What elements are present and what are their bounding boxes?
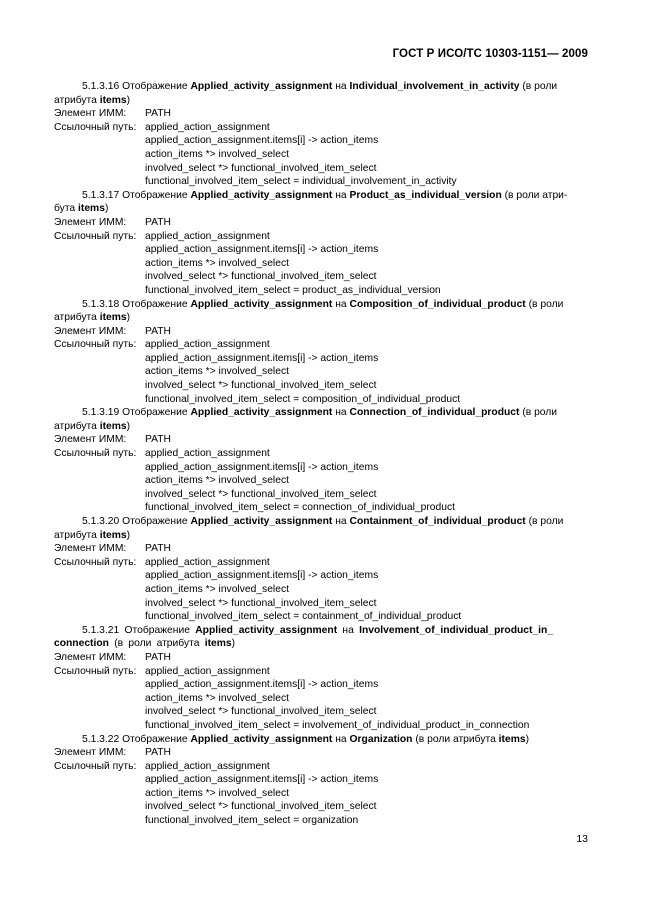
path-line: applied_action_assignment.items[i] -> action_items [145, 461, 379, 473]
section-5-1-3-21 [54, 624, 589, 733]
path-row: Ссылочный путь: applied_action_assignment [54, 665, 270, 677]
path-line: functional_involved_item_select = product_as_individual_version [145, 284, 441, 296]
path-line: applied_action_assignment.items[i] -> action_items [145, 774, 379, 786]
path-line: applied_action_assignment.items[i] -> action_items [145, 244, 379, 256]
section-5-1-3-19 [54, 406, 589, 515]
section-heading: 5.1.3.16 Отображение Applied_activity_assignment на Individual_involvement_in_activity (в роли атрибута items) [54, 81, 558, 106]
path-line: involved_select *> functional_involved_item_select [145, 801, 377, 813]
path-row: Ссылочный путь: applied_action_assignment [54, 339, 270, 351]
path-line: applied_action_assignment.items[i] -> action_items [145, 570, 379, 582]
path-line: functional_involved_item_select = composition_of_individual_product [145, 393, 461, 405]
document-header: ГОСТ Р ИСО/ТС 10303-1151— 2009 [392, 48, 588, 60]
path-line: action_items *> involved_select [145, 366, 289, 378]
section-heading: 5.1.3.22 Отображение Applied_activity_assignment на Organization (в роли атрибута items) [82, 733, 530, 745]
path-line: applied_action_assignment.items[i] -> action_items [145, 679, 379, 691]
section-5-1-3-22 [54, 733, 589, 828]
path-line: action_items *> involved_select [145, 787, 289, 799]
path-line: action_items *> involved_select [145, 257, 289, 269]
path-line: involved_select *> functional_involved_item_select [145, 706, 377, 718]
section-5-1-3-16 [54, 80, 589, 189]
path-line: involved_select *> functional_involved_item_select [145, 488, 377, 500]
path-row: Ссылочный путь: applied_action_assignment [54, 121, 270, 133]
path-row: Ссылочный путь: applied_action_assignment [54, 230, 270, 242]
path-line: applied_action_assignment.items[i] -> action_items [145, 135, 379, 147]
path-line: involved_select *> functional_involved_item_select [145, 597, 377, 609]
element-row: Элемент ИММ: PATH [54, 325, 171, 337]
path-row: Ссылочный путь: applied_action_assignment [54, 760, 270, 772]
element-row: Элемент ИММ: PATH [54, 747, 171, 759]
section-5-1-3-18 [54, 298, 589, 407]
section-heading: 5.1.3.21 Отображение Applied_activity_assignment на Involvement_of_individual_product_in_ connection (в роли атрибута items) [54, 624, 554, 650]
path-line: applied_action_assignment.items[i] -> action_items [145, 352, 379, 364]
path-line: functional_involved_item_select = connection_of_individual_product [145, 502, 455, 514]
element-row: Элемент ИММ: PATH [54, 651, 171, 663]
element-row: Элемент ИММ: PATH [54, 108, 171, 120]
path-line: involved_select *> functional_involved_item_select [145, 380, 377, 392]
path-line: action_items *> involved_select [145, 148, 289, 160]
element-row: Элемент ИММ: PATH [54, 543, 171, 555]
section-heading: 5.1.3.18 Отображение Applied_activity_assignment на Composition_of_individual_product (в роли атрибута items) [54, 298, 564, 324]
path-line: functional_involved_item_select = containment_of_individual_product [145, 611, 462, 623]
section-5-1-3-20 [54, 515, 589, 624]
path-line: action_items *> involved_select [145, 583, 289, 595]
path-line: action_items *> involved_select [145, 692, 289, 704]
element-row: Элемент ИММ: PATH [54, 434, 171, 446]
section-5-1-3-17 [54, 189, 589, 298]
path-line: action_items *> involved_select [145, 475, 289, 487]
path-line: involved_select *> functional_involved_item_select [145, 162, 377, 174]
path-line: involved_select *> functional_involved_item_select [145, 271, 377, 283]
path-line: functional_involved_item_select = individual_involvement_in_activity [145, 176, 457, 188]
path-line: functional_involved_item_select = organization [145, 815, 359, 827]
page-number: 13 [576, 833, 588, 845]
section-heading: 5.1.3.17 Отображение Applied_activity_assignment на Product_as_individual_version (в роли атри- бута items) [54, 189, 568, 215]
path-row: Ссылочный путь: applied_action_assignment [54, 448, 270, 460]
section-heading: 5.1.3.19 Отображение Applied_activity_assignment на Connection_of_individual_product (в роли атрибута items) [54, 407, 558, 432]
section-heading: 5.1.3.20 Отображение Applied_activity_assignment на Containment_of_individual_product (в роли атрибута items) [54, 516, 564, 541]
path-row: Ссылочный путь: applied_action_assignment [54, 556, 270, 568]
document-body [54, 80, 589, 828]
element-row: Элемент ИММ: PATH [54, 216, 171, 228]
path-line: functional_involved_item_select = involvement_of_individual_product_in_connection [145, 719, 530, 731]
